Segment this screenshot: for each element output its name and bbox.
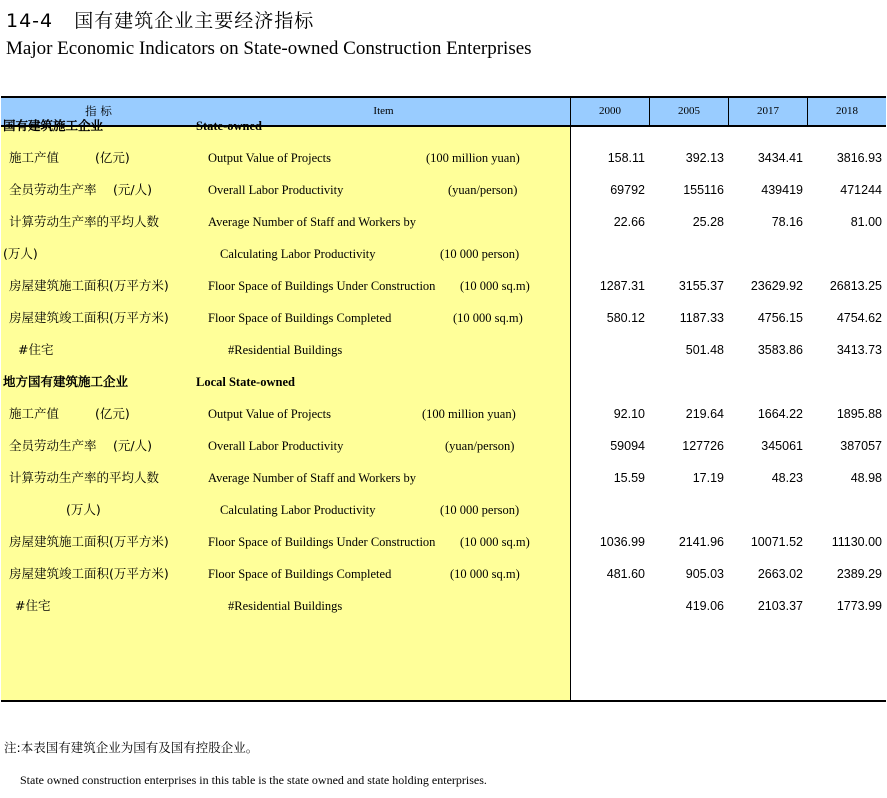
value-cell-2017: 2663.02 bbox=[757, 567, 803, 581]
value-cell-2005 bbox=[653, 238, 724, 270]
indicator-unit-en: (10 000 sq.m) bbox=[460, 279, 530, 293]
indicator-unit-en: (10 000 sq.m) bbox=[460, 535, 530, 549]
indicator-label-en: #Residential Buildings bbox=[228, 343, 343, 357]
value-cell-2000: 1287.31 bbox=[599, 279, 645, 293]
section-label-en: Local State-owned bbox=[196, 375, 295, 389]
indicator-label-cn: 施工产值 bbox=[9, 406, 60, 421]
value-cell-2000 bbox=[574, 366, 645, 398]
page-title-cn: 14-4 国有建筑企业主要经济指标 bbox=[6, 10, 315, 32]
value-cell-2017: 4756.15 bbox=[757, 311, 803, 325]
indicator-unit-en: (10 000 person) bbox=[440, 503, 520, 517]
value-cell-2017 bbox=[732, 366, 803, 398]
indicator-label-en: Calculating Labor Productivity bbox=[220, 247, 376, 261]
indicator-label-cn: #住宅 bbox=[18, 342, 54, 357]
value-cell-2005 bbox=[653, 494, 724, 526]
indicator-label-en: Floor Space of Buildings Completed bbox=[208, 311, 392, 325]
table-row bbox=[1, 590, 886, 622]
value-cell-2018: 11130.00 bbox=[831, 535, 882, 549]
indicator-label-en: Average Number of Staff and Workers by bbox=[208, 471, 416, 485]
value-cell-2017: 3434.41 bbox=[757, 151, 803, 165]
value-cell-2018 bbox=[811, 238, 882, 270]
indicator-unit-en: (10 000 person) bbox=[440, 247, 520, 261]
page-title-en: Major Economic Indicators on State-owned Construction Enterprises bbox=[6, 38, 532, 59]
indicator-unit-en: (10 000 sq.m) bbox=[453, 311, 523, 325]
header-year-2005: 2005 bbox=[678, 105, 700, 117]
indicator-label-cn: 计算劳动生产率的平均人数 bbox=[9, 214, 160, 229]
indicator-unit-en: (100 million yuan) bbox=[422, 407, 516, 421]
value-cell-2017: 78.16 bbox=[771, 215, 803, 229]
footnote-en: State owned construction enterprises in this table is the state owned and state holding enterprises. bbox=[20, 773, 487, 787]
indicator-unit-en: (10 000 sq.m) bbox=[450, 567, 520, 581]
table-row bbox=[1, 366, 886, 398]
indicator-unit-cn: (亿元) bbox=[95, 406, 130, 421]
indicator-label-en: Average Number of Staff and Workers by bbox=[208, 215, 416, 229]
value-cell-2018: 3413.73 bbox=[836, 343, 882, 357]
indicator-label-cn: 房屋建筑施工面积(万平方米) bbox=[9, 534, 169, 549]
value-cell-2017: 1664.22 bbox=[757, 407, 803, 421]
indicator-label-en: Floor Space of Buildings Completed bbox=[208, 567, 392, 581]
table-row bbox=[1, 110, 886, 142]
table-row bbox=[1, 494, 886, 526]
value-cell-2017 bbox=[732, 238, 803, 270]
value-cell-2017: 2103.37 bbox=[757, 599, 803, 613]
value-cell-2000: 92.10 bbox=[613, 407, 645, 421]
indicator-label-cn: (万人) bbox=[3, 246, 38, 261]
indicator-unit-en: (yuan/person) bbox=[445, 439, 515, 453]
header-year-2000: 2000 bbox=[599, 105, 621, 117]
table-row bbox=[1, 558, 886, 590]
value-cell-2005: 127726 bbox=[682, 439, 724, 453]
indicator-label-cn: 施工产值 bbox=[9, 150, 60, 165]
value-cell-2018: 3816.93 bbox=[836, 151, 882, 165]
indicator-label-en: Output Value of Projects bbox=[208, 407, 332, 421]
table-row bbox=[1, 142, 886, 174]
value-cell-2017: 3583.86 bbox=[757, 343, 803, 357]
indicator-label-en: Output Value of Projects bbox=[208, 151, 332, 165]
value-cell-2018: 387057 bbox=[840, 439, 882, 453]
table-row bbox=[1, 206, 886, 238]
indicator-label-cn: 计算劳动生产率的平均人数 bbox=[9, 470, 160, 485]
value-cell-2000: 15.59 bbox=[613, 471, 645, 485]
value-cell-2018: 471244 bbox=[840, 183, 882, 197]
table-row bbox=[1, 270, 886, 302]
table-row bbox=[1, 526, 886, 558]
value-cell-2000 bbox=[574, 238, 645, 270]
value-cell-2000: 69792 bbox=[610, 183, 645, 197]
indicator-label-cn: 房屋建筑竣工面积(万平方米) bbox=[9, 566, 169, 581]
value-cell-2000: 481.60 bbox=[606, 567, 645, 581]
value-cell-2017 bbox=[732, 494, 803, 526]
indicator-label-en: Floor Space of Buildings Under Construction bbox=[208, 279, 436, 293]
table-row bbox=[1, 398, 886, 430]
table-bottom-rule bbox=[1, 700, 886, 702]
indicator-unit-cn: (亿元) bbox=[95, 150, 130, 165]
value-cell-2017: 345061 bbox=[761, 439, 803, 453]
indicator-unit-en: (yuan/person) bbox=[448, 183, 518, 197]
value-cell-2018 bbox=[811, 366, 882, 398]
section-label-cn: 国有建筑施工企业 bbox=[3, 118, 104, 133]
value-cell-2005 bbox=[653, 366, 724, 398]
indicators-table bbox=[1, 96, 886, 702]
footnote-cn: 注:本表国有建筑企业为国有及国有控股企业。 bbox=[4, 740, 259, 755]
value-cell-2018: 4754.62 bbox=[836, 311, 882, 325]
table-row bbox=[1, 430, 886, 462]
value-cell-2000: 59094 bbox=[610, 439, 645, 453]
value-cell-2000 bbox=[574, 590, 645, 622]
value-cell-2018 bbox=[811, 110, 882, 142]
indicator-label-en: Overall Labor Productivity bbox=[208, 439, 344, 453]
indicator-unit-cn: (元/人) bbox=[113, 182, 152, 197]
value-cell-2018: 2389.29 bbox=[836, 567, 882, 581]
indicator-unit-en: (100 million yuan) bbox=[426, 151, 520, 165]
header-year-2017: 2017 bbox=[757, 105, 779, 117]
value-cell-2000: 22.66 bbox=[613, 215, 645, 229]
indicator-label-cn: #住宅 bbox=[15, 598, 51, 613]
section-label-cn: 地方国有建筑施工企业 bbox=[3, 374, 129, 389]
value-cell-2000 bbox=[574, 494, 645, 526]
value-cell-2018 bbox=[811, 494, 882, 526]
indicator-label-cn: (万人) bbox=[66, 502, 101, 517]
value-cell-2005: 419.06 bbox=[685, 599, 724, 613]
value-cell-2018: 81.00 bbox=[850, 215, 882, 229]
value-cell-2005: 501.48 bbox=[685, 343, 724, 357]
value-cell-2005 bbox=[653, 110, 724, 142]
indicator-unit-cn: (元/人) bbox=[113, 438, 152, 453]
value-cell-2000: 580.12 bbox=[606, 311, 645, 325]
value-cell-2017 bbox=[732, 110, 803, 142]
value-cell-2005: 1187.33 bbox=[679, 311, 724, 325]
value-cell-2018: 48.98 bbox=[850, 471, 882, 485]
value-cell-2005: 25.28 bbox=[692, 215, 724, 229]
value-cell-2005: 905.03 bbox=[685, 567, 724, 581]
indicator-label-cn: 房屋建筑竣工面积(万平方米) bbox=[9, 310, 169, 325]
header-year-2018: 2018 bbox=[836, 105, 858, 117]
value-cell-2005: 2141.96 bbox=[678, 535, 724, 549]
table-row bbox=[1, 174, 886, 206]
indicator-label-cn: 全员劳动生产率 bbox=[9, 438, 97, 453]
header-indicator-cn: 指 标 bbox=[85, 104, 112, 118]
value-cell-2000: 158.11 bbox=[607, 151, 645, 165]
value-cell-2005: 392.13 bbox=[685, 151, 724, 165]
section-label-en: State-owned bbox=[196, 119, 262, 133]
indicator-label-en: Calculating Labor Productivity bbox=[220, 503, 376, 517]
value-cell-2005: 17.19 bbox=[692, 471, 724, 485]
value-cell-2017: 10071.52 bbox=[750, 535, 803, 549]
value-cell-2000 bbox=[574, 110, 645, 142]
value-cell-2017: 23629.92 bbox=[750, 279, 803, 293]
value-cell-2018: 26813.25 bbox=[829, 279, 882, 293]
indicator-label-en: #Residential Buildings bbox=[228, 599, 343, 613]
value-cell-2017: 439419 bbox=[761, 183, 803, 197]
table-row bbox=[1, 462, 886, 494]
table-row bbox=[1, 238, 886, 270]
table-row bbox=[1, 302, 886, 334]
value-cell-2000 bbox=[574, 334, 645, 366]
indicator-label-cn: 全员劳动生产率 bbox=[9, 182, 97, 197]
indicator-label-cn: 房屋建筑施工面积(万平方米) bbox=[9, 278, 169, 293]
header-item-en: Item bbox=[373, 105, 394, 117]
value-cell-2018: 1895.88 bbox=[836, 407, 882, 421]
value-cell-2005: 155116 bbox=[683, 183, 724, 197]
value-cell-2005: 3155.37 bbox=[678, 279, 724, 293]
value-cell-2017: 48.23 bbox=[771, 471, 803, 485]
value-cell-2005: 219.64 bbox=[685, 407, 724, 421]
table-row bbox=[1, 334, 886, 366]
value-cell-2000: 1036.99 bbox=[599, 535, 645, 549]
value-cell-2018: 1773.99 bbox=[836, 599, 882, 613]
indicator-label-en: Overall Labor Productivity bbox=[208, 183, 344, 197]
indicator-label-en: Floor Space of Buildings Under Construction bbox=[208, 535, 436, 549]
